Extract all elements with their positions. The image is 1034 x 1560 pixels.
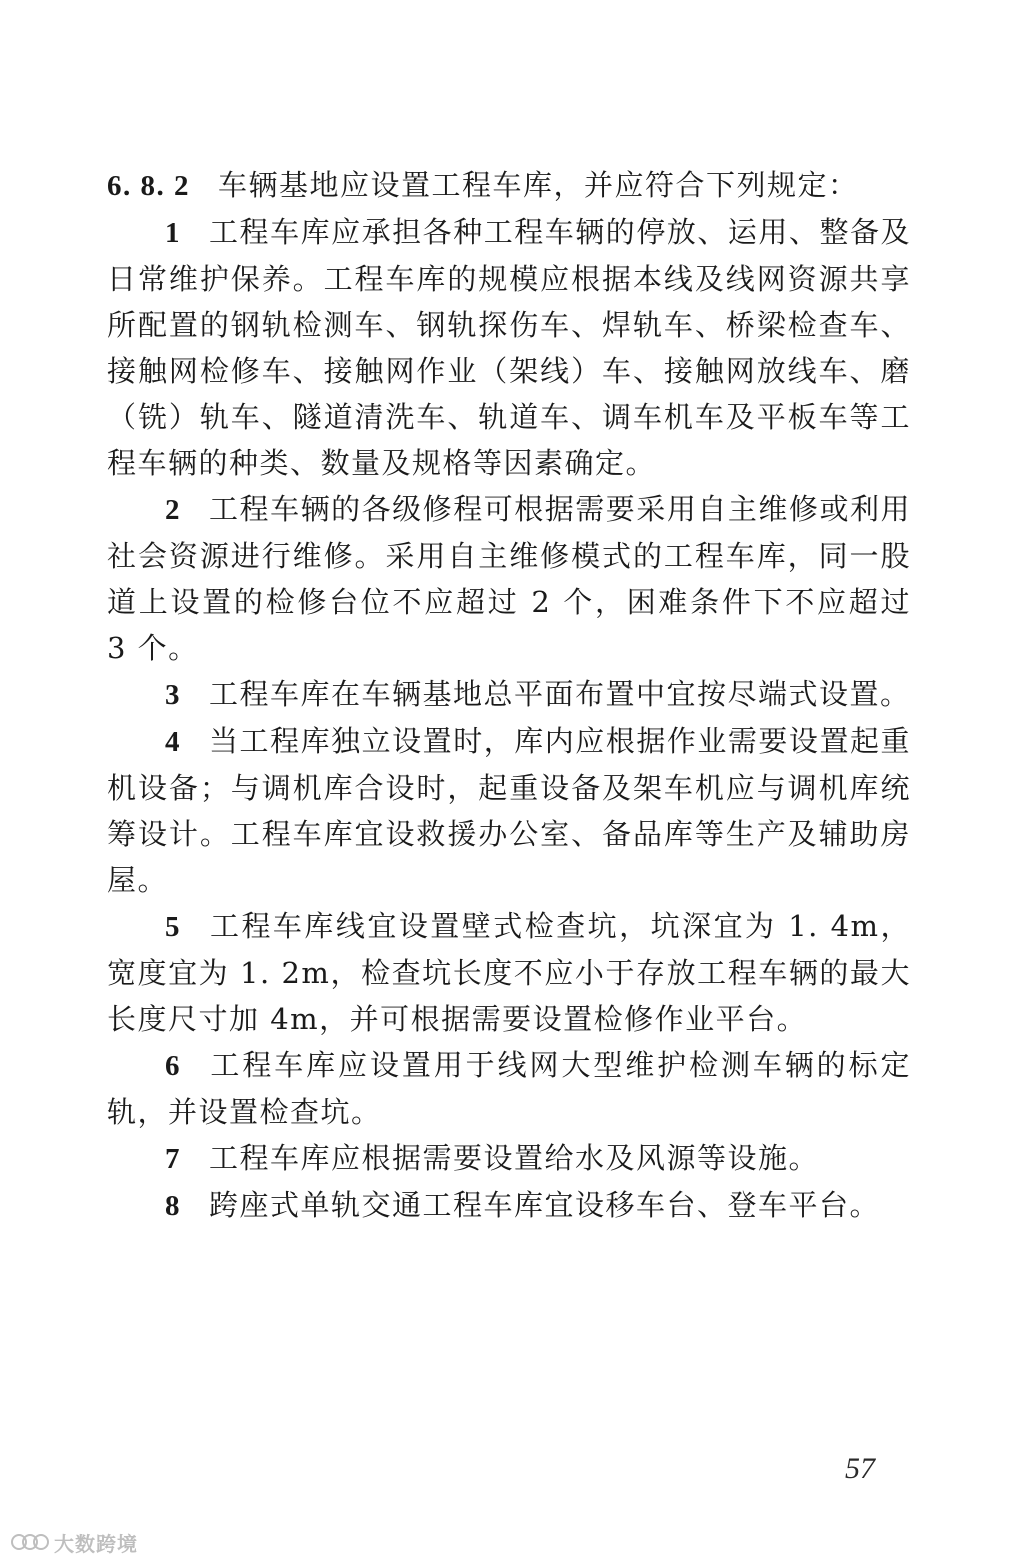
item-number: 3 [165, 679, 181, 711]
item-text: 工程车库线宜设置壁式检查坑，坑深宜为 1. 4m，宽度宜为 1. 2m，检查坑长度不应小于存放工程车辆的最大长度尺寸加 4m，并可根据需要设置检修作业平台。 [107, 909, 911, 1036]
list-item-4 [107, 718, 911, 903]
list-item-8 [107, 1182, 911, 1229]
watermark-text: 大数跨境 [54, 1531, 138, 1556]
watermark-logo-icon [10, 1531, 50, 1553]
list-item-3 [107, 671, 911, 718]
list-item-1 [107, 209, 911, 486]
item-text: 工程车库应根据需要设置给水及风源等设施。 [209, 1141, 820, 1175]
clause-body [107, 162, 911, 1229]
clause-number: 6. 8. 2 [107, 170, 190, 202]
item-number: 4 [165, 726, 181, 758]
item-number: 5 [165, 911, 181, 943]
clause-heading [107, 162, 911, 209]
item-text: 当工程库独立设置时，库内应根据作业需要设置起重机设备；与调机库合设时，起重设备及架车机应与调机库统筹设计。工程车库宜设救援办公室、备品库等生产及辅助房屋。 [107, 724, 911, 897]
page-number: 57 [845, 1452, 875, 1485]
item-text: 工程车库应承担各种工程车辆的停放、运用、整备及日常维护保养。工程车库的规模应根据本线及线网资源共享所配置的钢轨检测车、钢轨探伤车、焊轨车、桥梁检查车、接触网检修车、接触网作业（架线）车、接触网放线车、磨（铣）轨车、隧道清洗车、轨道车、调车机车及平板车等工程车辆的种类、数量及规格等因素确定。 [107, 215, 911, 480]
list-item-6 [107, 1042, 911, 1135]
list-item-2 [107, 486, 911, 671]
item-text: 工程车库在车辆基地总平面布置中宜按尽端式设置。 [209, 677, 911, 711]
item-text: 工程车辆的各级修程可根据需要采用自主维修或利用社会资源进行维修。采用自主维修模式的工程车库，同一股道上设置的检修台位不应超过 2 个，困难条件下不应超过 3 个。 [107, 492, 911, 665]
item-number: 6 [165, 1050, 181, 1082]
item-text: 工程车库应设置用于线网大型维护检测车辆的标定轨，并设置检查坑。 [107, 1048, 911, 1129]
list-item-5 [107, 903, 911, 1042]
item-text: 跨座式单轨交通工程车库宜设移车台、登车平台。 [209, 1188, 881, 1222]
list-item-7 [107, 1135, 911, 1182]
clause-title: 车辆基地应设置工程车库，并应符合下列规定： [218, 168, 859, 202]
item-number: 8 [165, 1190, 181, 1222]
item-number: 2 [165, 494, 181, 526]
watermark [10, 1528, 138, 1556]
item-number: 1 [165, 217, 181, 249]
item-number: 7 [165, 1143, 181, 1175]
